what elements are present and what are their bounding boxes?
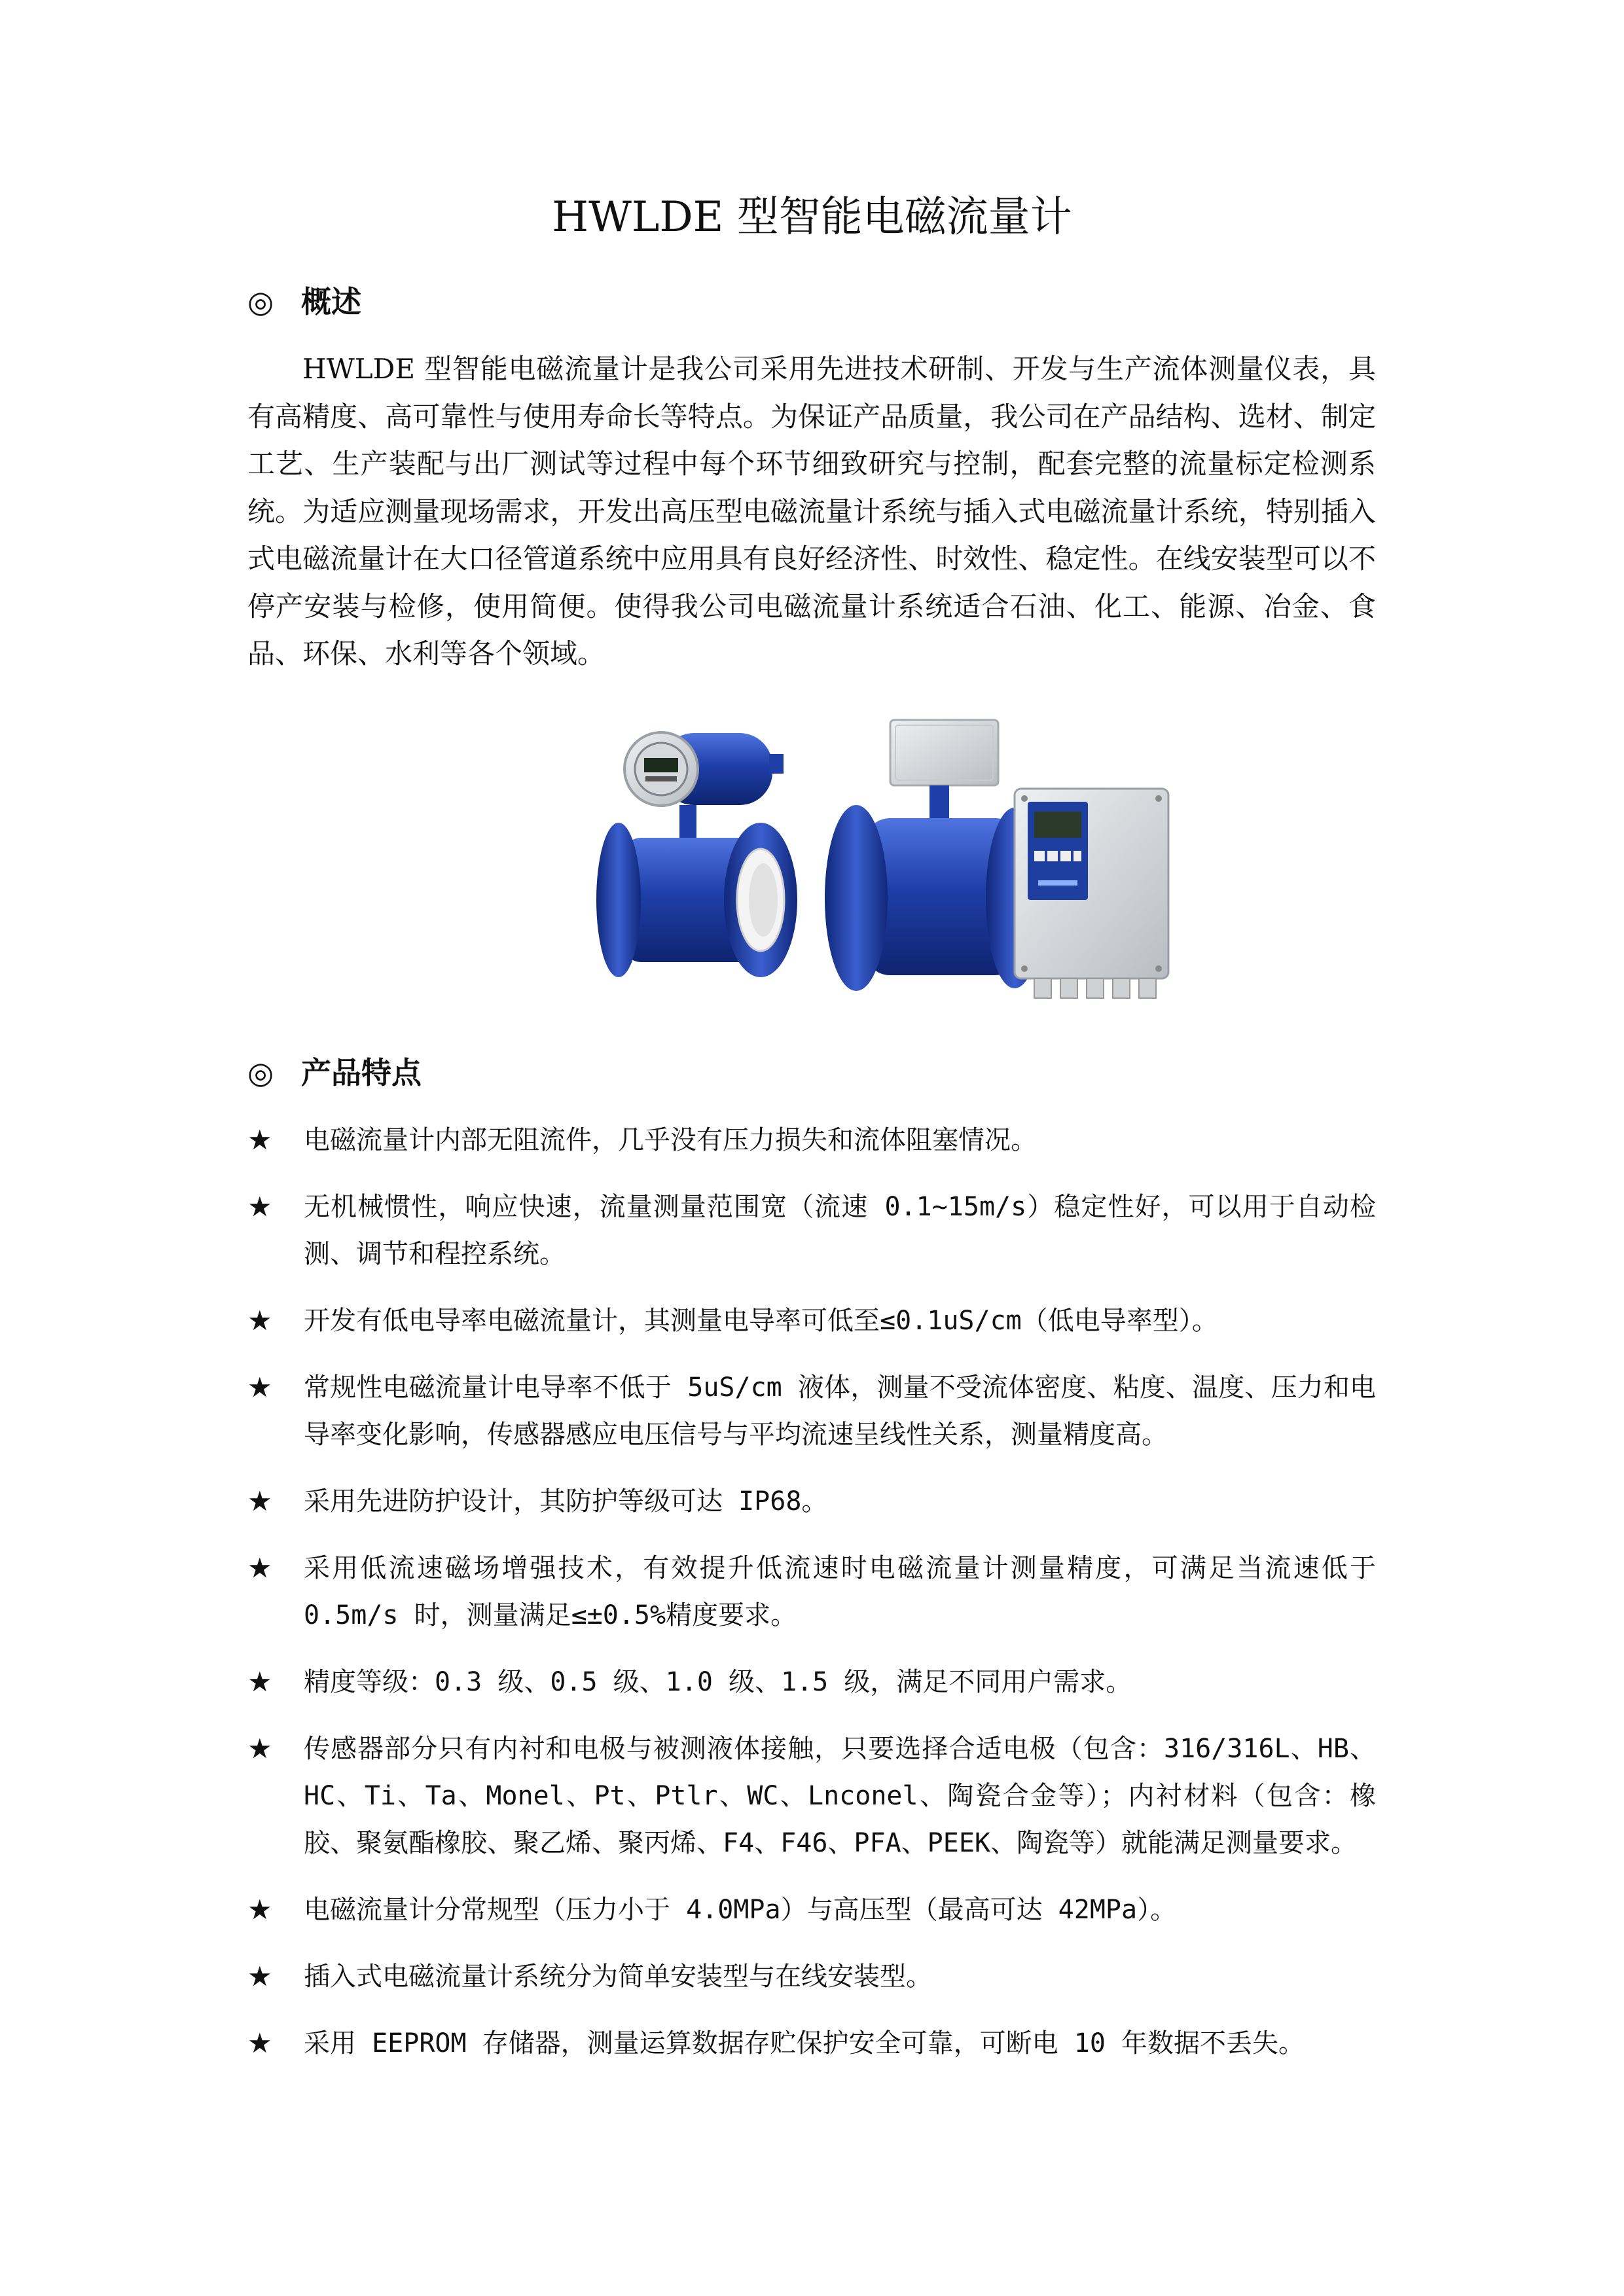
star-bullet-icon: ★ xyxy=(247,1304,272,1336)
section-marker-icon: ◎ xyxy=(247,284,274,319)
star-bullet-icon: ★ xyxy=(247,1960,272,1992)
star-bullet-icon: ★ xyxy=(247,1191,272,1223)
star-bullet-icon: ★ xyxy=(247,2027,272,2059)
overview-heading xyxy=(247,279,361,325)
page-title: HWLDE 型智能电磁流量计 xyxy=(552,193,1072,242)
overview-paragraph: HWLDE 型智能电磁流量计是我公司采用先进技术研制、开发与生产流体测量仪表，具有高精度、高可靠性与使用寿命长等特点。为保证产品质量，我公司在产品结构、选材、制定工艺、生产装配与出厂测试等过程中每个环节细致研究与控制，配套完整的流量标定检测系统。为适应测量现场需求，开发出高压型电磁流量计系统与插入式电磁流量计系统，特别插入式电磁流量计在大口径管道系统中应用具有良好经济性、时效性、稳定性。在线安装型可以不停产安装与检修，使用简便。使得我公司电磁流量计系统适合石油、化工、能源、冶金、食品、环保、水利等各个领域。 xyxy=(247,353,1376,670)
star-bullet-icon: ★ xyxy=(247,1124,272,1156)
star-bullet-icon: ★ xyxy=(247,1732,272,1765)
star-bullet-icon: ★ xyxy=(247,1666,272,1698)
overview-heading-text: 概述 xyxy=(301,284,361,319)
list-item: ★ 精度等级：0.3 级、0.5 级、1.0 级、1.5 级，满足不同用户需求。 xyxy=(247,1659,1376,1706)
features-heading xyxy=(247,1050,422,1096)
list-item: ★ 常规性电磁流量计电导率不低于 5uS/cm 液体，测量不受流体密度、粘度、温度、压力和电导率变化影响，传感器感应电压信号与平均流速呈线性关系，测量精度高。 xyxy=(247,1364,1376,1458)
star-bullet-icon: ★ xyxy=(247,1371,272,1403)
star-bullet-icon: ★ xyxy=(247,1485,272,1517)
star-bullet-icon: ★ xyxy=(247,1552,272,1584)
list-item: ★ 传感器部分只有内衬和电极与被测液体接触，只要选择合适电极（包含：316/316L、HB、HC、Ti、Ta、Monel、Pt、Ptlr、WC、Lnconel、陶瓷合金等）；内衬材料（包含：橡胶、聚氨酯橡胶、聚乙烯、聚丙烯、F4、F46、PFA、PEEK、陶瓷等）就能满足测量要求。 xyxy=(247,1725,1376,1867)
list-item: ★ 采用低流速磁场增强技术，有效提升低流速时电磁流量计测量精度，可满足当流速低于 0.5m/s 时，测量满足≤±0.5%精度要求。 xyxy=(247,1545,1376,1639)
integrated-flowmeter-photo xyxy=(596,732,797,977)
split-flowmeter-photo xyxy=(825,720,1168,998)
list-item: ★ 开发有低电导率电磁流量计，其测量电导率可低至≤0.1uS/cm（低电导率型）。 xyxy=(247,1297,1376,1344)
product-photos xyxy=(583,713,1204,1014)
list-item: ★ 采用先进防护设计，其防护等级可达 IP68。 xyxy=(247,1478,1376,1525)
section-marker-icon: ◎ xyxy=(247,1055,274,1090)
star-bullet-icon: ★ xyxy=(247,1893,272,1926)
list-item: ★ 无机械惯性，响应快速，流量测量范围宽（流速 0.1~15m/s）稳定性好，可以用于自动检测、调节和程控系统。 xyxy=(247,1183,1376,1278)
list-item: ★ 电磁流量计内部无阻流件，几乎没有压力损失和流体阻塞情况。 xyxy=(247,1117,1376,1164)
list-item: ★ 电磁流量计分常规型（压力小于 4.0MPa）与高压型（最高可达 42MPa）。 xyxy=(247,1886,1376,1933)
features-heading-text: 产品特点 xyxy=(301,1055,422,1090)
feature-list xyxy=(247,1117,1376,2087)
list-item: ★ 采用 EEPROM 存储器，测量运算数据存贮保护安全可靠，可断电 10 年数据不丢失。 xyxy=(247,2020,1376,2067)
list-item: ★ 插入式电磁流量计系统分为简单安装型与在线安装型。 xyxy=(247,1953,1376,2000)
